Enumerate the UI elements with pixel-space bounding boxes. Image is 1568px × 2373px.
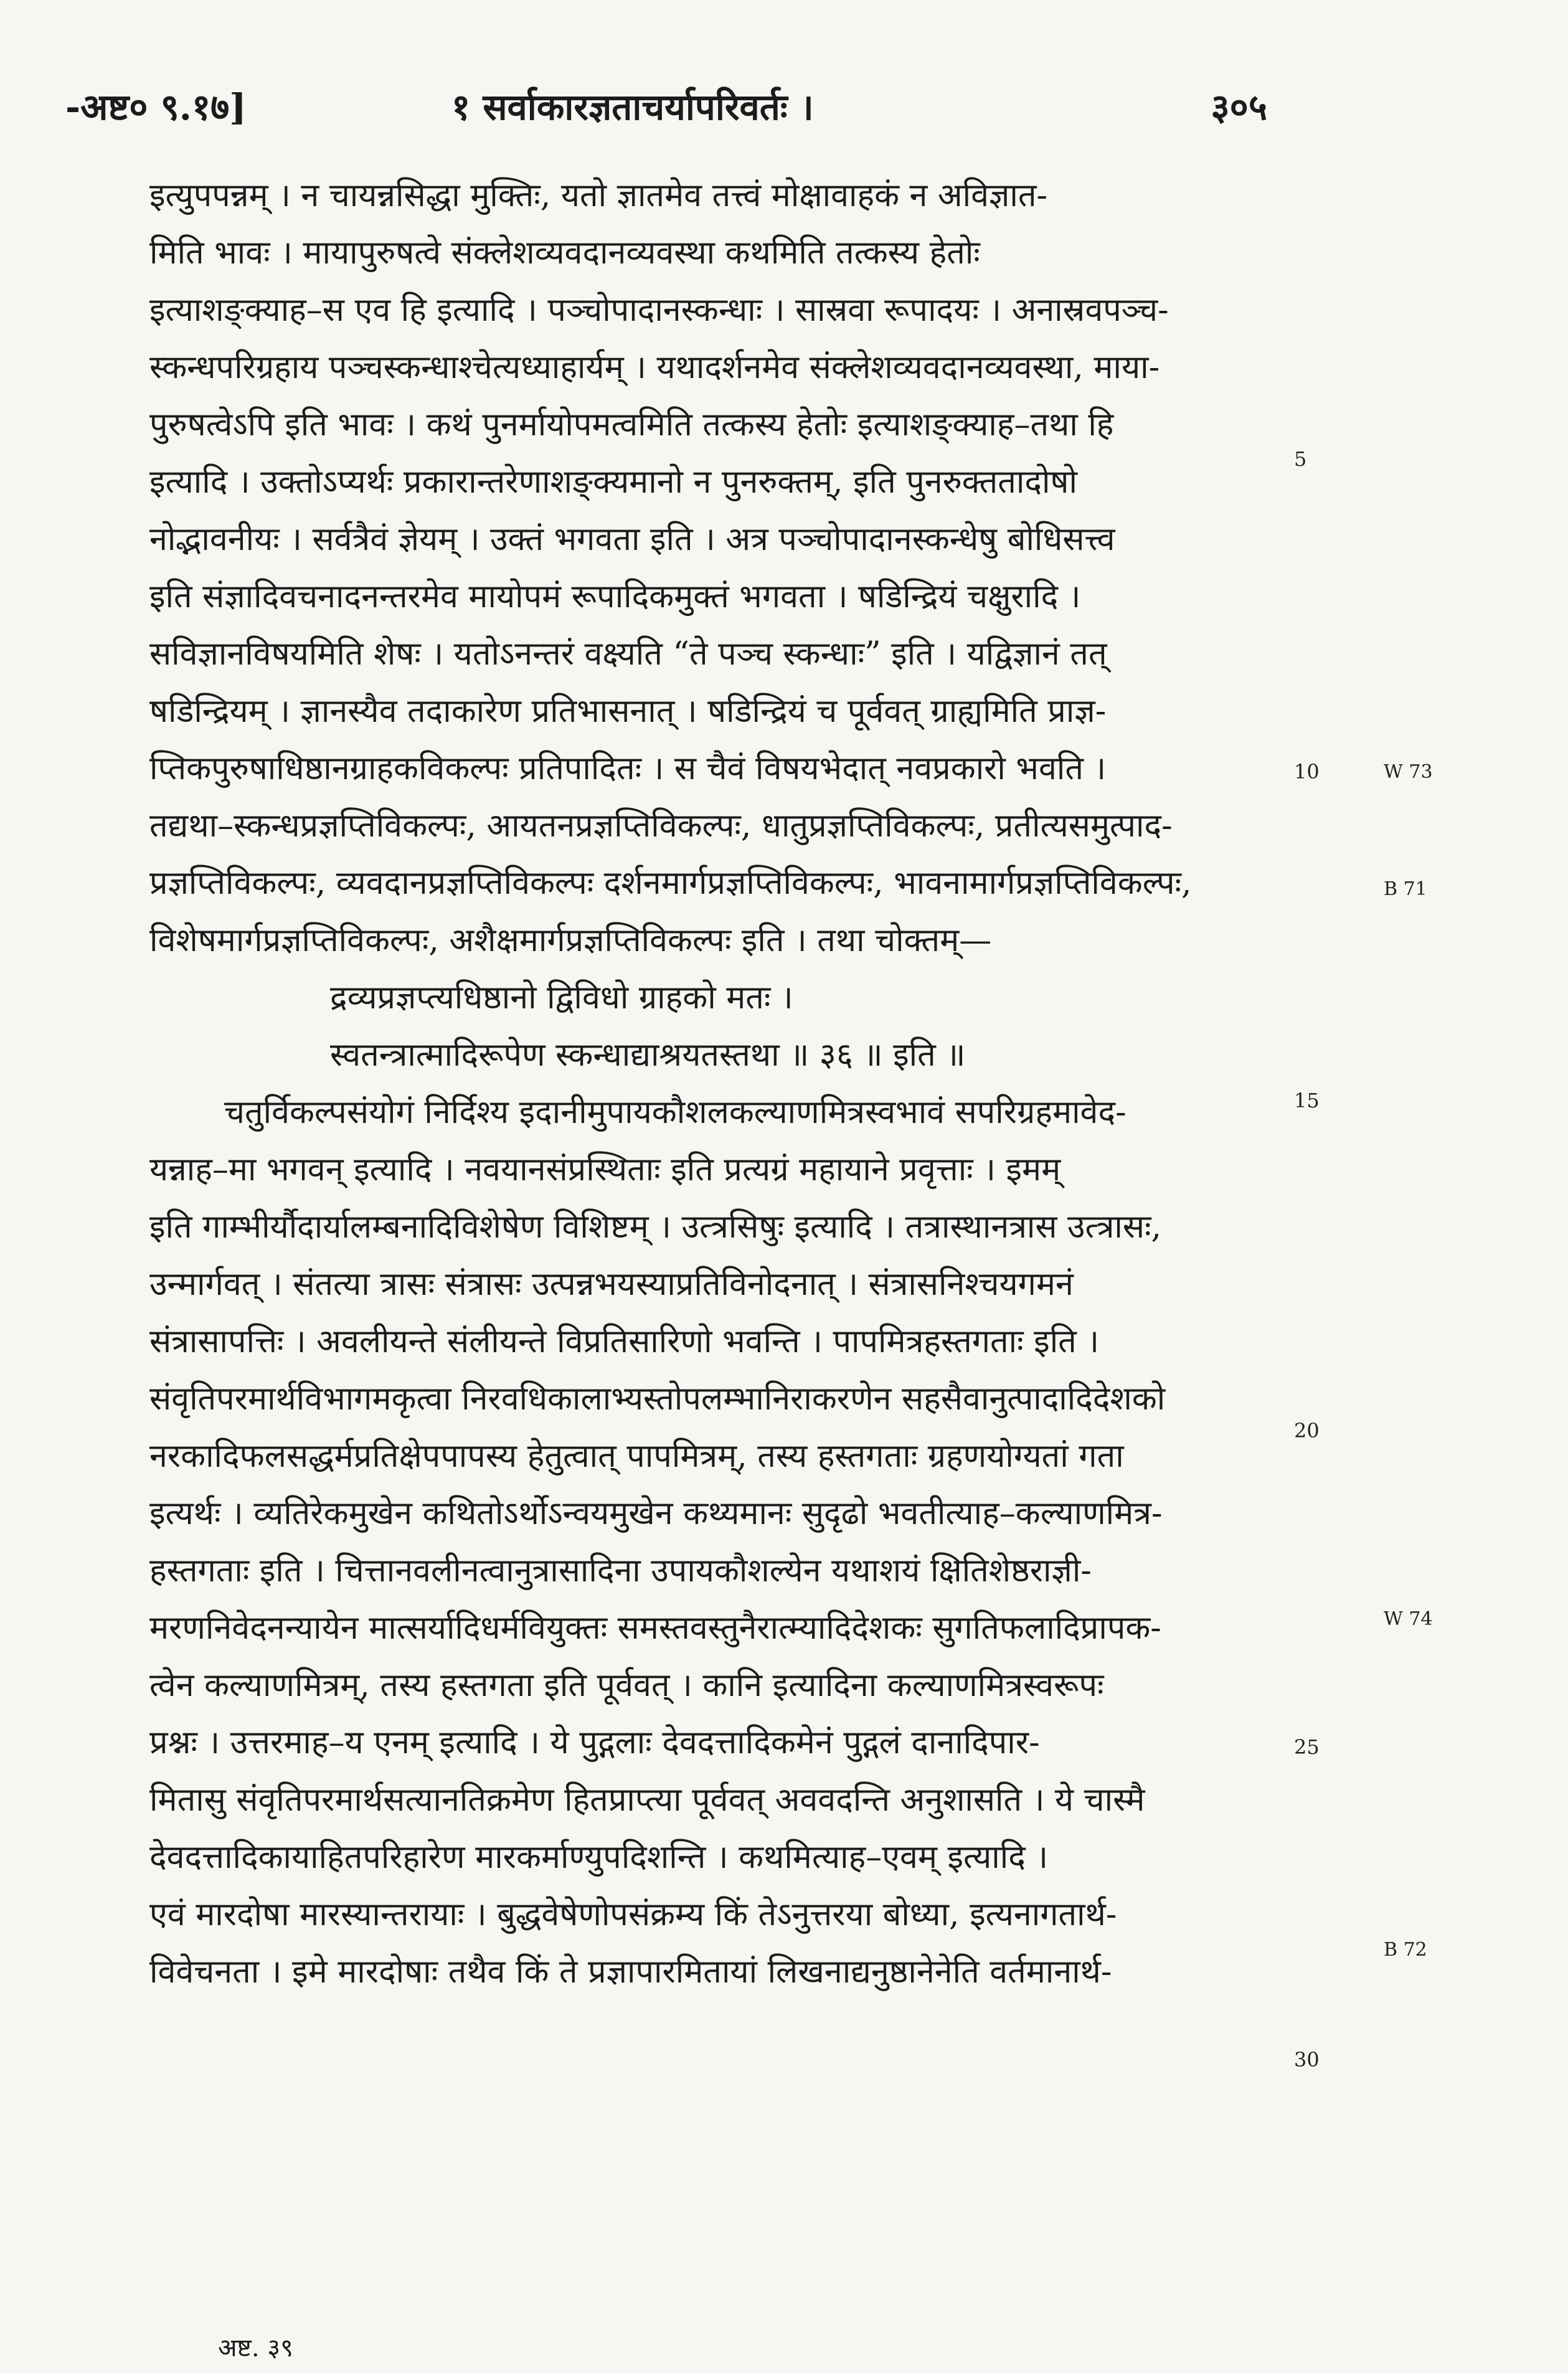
signature-mark: अष्ट. ३९ [218,2334,293,2362]
text-line: मितासु संवृतिपरमार्थसत्यानतिक्रमेण हितप्राप्त्या पूर्ववत् अववदन्ति अनुशासति । ये चास्मै [149,1781,1145,1819]
text-line: मरणनिवेदनन्यायेन मात्सर्यादिधर्मवियुक्तः समस्तवस्तुनैरात्म्यादिदेशकः सुगतिफलादिप्रापक- [149,1609,1161,1647]
header-chapter-title: १ सर्वाकारज्ञताचर्यापरिवर्तः । [451,86,814,128]
text-line: यन्नाह–मा भगवन् इत्यादि । नवयानसंप्रस्थिताः इति प्रत्यग्रं महायाने प्रवृत्ताः । इमम् [149,1151,1061,1188]
text-line: इत्यर्थः । व्यतिरेकमुखेन कथितोऽर्थोऽन्वयमुखेन कथ्यमानः सुदृढो भवतीत्याह–कल्याणमित्र- [149,1495,1163,1532]
text-line: उन्मार्गवत् । संतत्या त्रासः संत्रासः उत्पन्नभयस्याप्रतिविनोदनात् । संत्रासनिश्चयगमनं [149,1266,1074,1303]
text-line: एवं मारदोषा मारस्यान्तरायाः । बुद्धवेषेणोपसंक्रम्य किं तेऽनुत्तरया बोध्या, इत्यनागतार्थ- [149,1896,1117,1933]
line-number-margin: 10 [1294,760,1320,784]
text-line: इत्युपपन्नम् । न चायन्नसिद्धा मुक्तिः, यतो ज्ञातमेव तत्त्वं मोक्षावाहकं न अविज्ञात- [149,177,1048,214]
text-line: पुरुषत्वेऽपि इति भावः । कथं पुनर्मायोपमत्वमिति तत्कस्य हेतोः इत्याशङ्क्याह–तथा हि [149,406,1114,443]
text-line: विवेचनता । इमे मारदोषाः तथैव किं ते प्रज्ञापारमितायां लिखनाद्यनुष्ठानेनेति वर्तमानार्थ- [149,1953,1112,1991]
line-number-margin: 20 [1294,1419,1320,1442]
text-line: हस्तगताः इति । चित्तानवलीनत्वानुत्रासादिना उपायकौशल्येन यथाशयं क्षितिशेष्ठराज्ञी- [149,1552,1092,1589]
text-line: सविज्ञानविषयमिति शेषः । यतोऽनन्तरं वक्ष्यति “ते पञ्च स्कन्धाः” इति । यद्विज्ञानं तत् [149,635,1107,673]
text-line: प्तिकपुरुषाधिष्ठानग्राहकविकल्पः प्रतिपादितः । स चैवं विषयभेदात् नवप्रकारो भवति । [149,750,1107,787]
text-line: त्वेन कल्याणमित्रम्, तस्य हस्तगता इति पूर्ववत् । कानि इत्यादिना कल्याणमित्रस्वरूपः [149,1667,1104,1704]
text-line: नरकादिफलसद्धर्मप्रतिक्षेपपापस्य हेतुत्वात् पापमित्रम्, तस्य हस्तगताः ग्रहणयोग्यतां गता [149,1438,1124,1475]
text-line: स्कन्धपरिग्रहाय पञ्चस्कन्धाश्चेत्यध्याहार्यम् । यथादर्शनमेव संक्लेशव्यवदानव्यवस्था, माया- [149,349,1160,386]
text-line: मिति भावः । मायापुरुषत्वे संक्लेशव्यवदानव्यवस्था कथमिति तत्कस्य हेतोः [149,234,980,272]
manuscript-ref-margin: B 72 [1384,1939,1427,1961]
manuscript-ref-margin: W 74 [1384,1608,1433,1630]
text-line: इति गाम्भीर्यौदार्यालम्बनादिविशेषेण विशिष्टम् । उत्त्रसिषुः इत्यादि । तत्रास्थानत्रास उत्त्रासः, [149,1208,1162,1246]
line-number-margin: 30 [1294,2048,1320,2072]
text-line: इत्यादि । उक्तोऽप्यर्थः प्रकारान्तरेणाशङ्क्यमानो न पुनरुक्तम्, इति पुनरुक्ततादोषो [149,463,1077,501]
line-number-margin: 25 [1294,1735,1320,1759]
text-line: प्रश्नः । उत्तरमाह–य एनम् इत्यादि । ये पुद्गलाः देवदत्तादिकमेनं पुद्गलं दानादिपार- [149,1724,1040,1761]
commentary-text [149,167,1289,2001]
text-line: देवदत्तादिकायाहितपरिहारेण मारकर्माण्युपदिशन्ति । कथमित्याह–एवम् इत्यादि । [149,1839,1049,1876]
text-line: तद्यथा–स्कन्धप्रज्ञप्तिविकल्पः, आयतनप्रज्ञप्तिविकल्पः, धातुप्रज्ञप्तिविकल्पः, प्रतीत्यसमुत्पाद- [149,807,1173,845]
text-line: नोद्भावनीयः । सर्वत्रैवं ज्ञेयम् । उक्तं भगवता इति । अत्र पञ्चोपादानस्कन्धेषु बोधिसत्त्व [149,521,1115,558]
header-section-ref: -अष्ट० ९.१७] [65,86,247,128]
verse-line: स्वतन्त्रात्मादिरूपेण स्कन्धाद्याश्रयतस्तथा ॥ ३६ ॥ इति ॥ [330,1036,966,1074]
text-line: विशेषमार्गप्रज्ञप्तिविकल्पः, अशैक्षमार्गप्रज्ञप्तिविकल्पः इति । तथा चोक्तम्— [149,922,992,959]
text-line: षडिन्द्रियम् । ज्ञानस्यैव तदाकारेण प्रतिभासनात् । षडिन्द्रियं च पूर्ववत् ग्राह्यमिति प्राज्ञ- [149,693,1107,730]
text-line: प्रज्ञप्तिविकल्पः, व्यवदानप्रज्ञप्तिविकल्पः दर्शनमार्गप्रज्ञप्तिविकल्पः, भावनामार्गप्रज्ञप्तिविकल्पः, [149,864,1192,902]
text-line: संत्रासापत्तिः । अवलीयन्ते संलीयन्ते विप्रतिसारिणो भवन्ति । पापमित्रहस्तगताः इति । [149,1323,1100,1360]
manuscript-ref-margin: B 71 [1384,878,1427,900]
manuscript-ref-margin: W 73 [1384,761,1433,783]
line-number-margin: 5 [1294,447,1307,471]
verse-line: द्रव्यप्रज्ञप्त्यधिष्ठानो द्विविधो ग्राहको मतः । [330,979,793,1016]
text-line: चतुर्विकल्पसंयोगं निर्दिश्य इदानीमुपायकौशलकल्याणमित्रस्वभावं सपरिग्रहमावेद- [224,1094,1126,1131]
running-header [65,81,1267,131]
line-number-margin: 15 [1294,1089,1320,1112]
page-number: ३०५ [1211,86,1267,128]
text-line: इत्याशङ्क्याह–स एव हि इत्यादि । पञ्चोपादानस्कन्धाः । सास्रवा रूपादयः । अनास्रवपञ्च- [149,291,1169,329]
text-line: इति संज्ञादिवचनादनन्तरमेव मायोपमं रूपादिकमुक्तं भगवता । षडिन्द्रियं चक्षुरादि । [149,578,1081,615]
text-line: संवृतिपरमार्थविभागमकृत्वा निरवधिकालाभ्यस्तोपलम्भानिराकरणेन सहसैवानुत्पादादिदेशको [149,1380,1166,1418]
